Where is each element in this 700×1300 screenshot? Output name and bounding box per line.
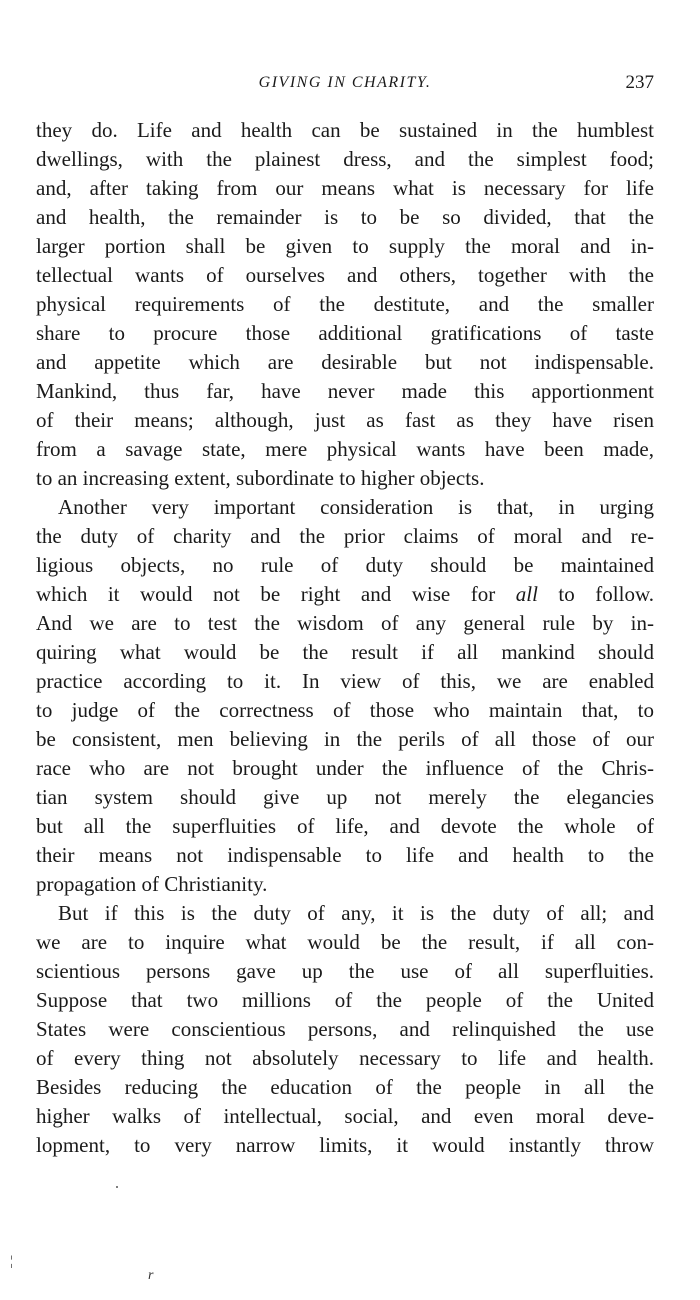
- running-title: GIVING IN CHARITY.: [258, 74, 432, 91]
- text-line: scientious persons gave up the use of all superfluities.: [36, 959, 654, 983]
- text-line: tellectual wants of ourselves and others, together with the: [36, 263, 654, 287]
- text-line: practice according to it. In view of this, we are enabled: [36, 669, 654, 693]
- text-line: of their means; although, just as fast as they have risen: [36, 408, 654, 432]
- text-line: quiring what would be the result if all mankind should: [36, 640, 654, 664]
- text-line: race who are not brought under the influence of the Chris-: [36, 756, 654, 780]
- running-head: [36, 74, 654, 102]
- text-line: physical requirements of the destitute, and the smaller: [36, 292, 654, 316]
- text-line: Another very important consideration is that, in urging: [58, 495, 654, 519]
- text-line: larger portion shall be given to supply the moral and in-: [36, 234, 654, 258]
- print-speck: ¦: [10, 1254, 13, 1269]
- text-line: be consistent, men believing in the perils of all those of our: [36, 727, 654, 751]
- text-line: they do. Life and health can be sustained in the humblest: [36, 118, 654, 142]
- text-line: Suppose that two millions of the people of the United: [36, 988, 654, 1012]
- text-line: of every thing not absolutely necessary to life and health.: [36, 1046, 654, 1070]
- text-line: States were conscientious persons, and relinquished the use: [36, 1017, 654, 1041]
- text-line: their means not indispensable to life and health to the: [36, 843, 654, 867]
- text-line: propagation of Christianity.: [36, 872, 268, 896]
- text-line: we are to inquire what would be the result, if all con-: [36, 930, 654, 954]
- text-line: the duty of charity and the prior claims of moral and re-: [36, 524, 654, 548]
- emphasis: all: [515, 582, 538, 606]
- text-line: and appetite which are desirable but not indispensable.: [36, 350, 654, 374]
- text-line: higher walks of intellectual, social, and even moral deve-: [36, 1104, 654, 1128]
- text-line: and health, the remainder is to be so divided, that the: [36, 205, 654, 229]
- text-line: ligious objects, no rule of duty should be maintained: [36, 553, 654, 577]
- text-line: But if this is the duty of any, it is the duty of all; and: [58, 901, 654, 925]
- text-line: Mankind, thus far, have never made this apportionment: [36, 379, 654, 403]
- text-line: And we are to test the wisdom of any general rule by in-: [36, 611, 654, 635]
- text-line: and, after taking from our means what is necessary for life: [36, 176, 654, 200]
- print-speck: [116, 1186, 118, 1188]
- text-line: tian system should give up not merely the elegancies: [36, 785, 654, 809]
- text-line: dwellings, with the plainest dress, and the simplest food;: [36, 147, 654, 171]
- text-line: Besides reducing the education of the people in all the: [36, 1075, 654, 1099]
- print-speck: r: [148, 1268, 154, 1283]
- body-text: [36, 116, 654, 1160]
- text-line: share to procure those additional gratifications of taste: [36, 321, 654, 345]
- text-line: to an increasing extent, subordinate to higher objects.: [36, 466, 485, 490]
- text-line: which it would not be right and wise for all to follow.: [36, 582, 654, 606]
- text-line: from a savage state, mere physical wants have been made,: [36, 437, 654, 461]
- text-line: to judge of the correctness of those who maintain that, to: [36, 698, 654, 722]
- text-line: but all the superfluities of life, and devote the whole of: [36, 814, 654, 838]
- text-line: lopment, to very narrow limits, it would instantly throw: [36, 1133, 654, 1157]
- page-number: 237: [625, 72, 654, 93]
